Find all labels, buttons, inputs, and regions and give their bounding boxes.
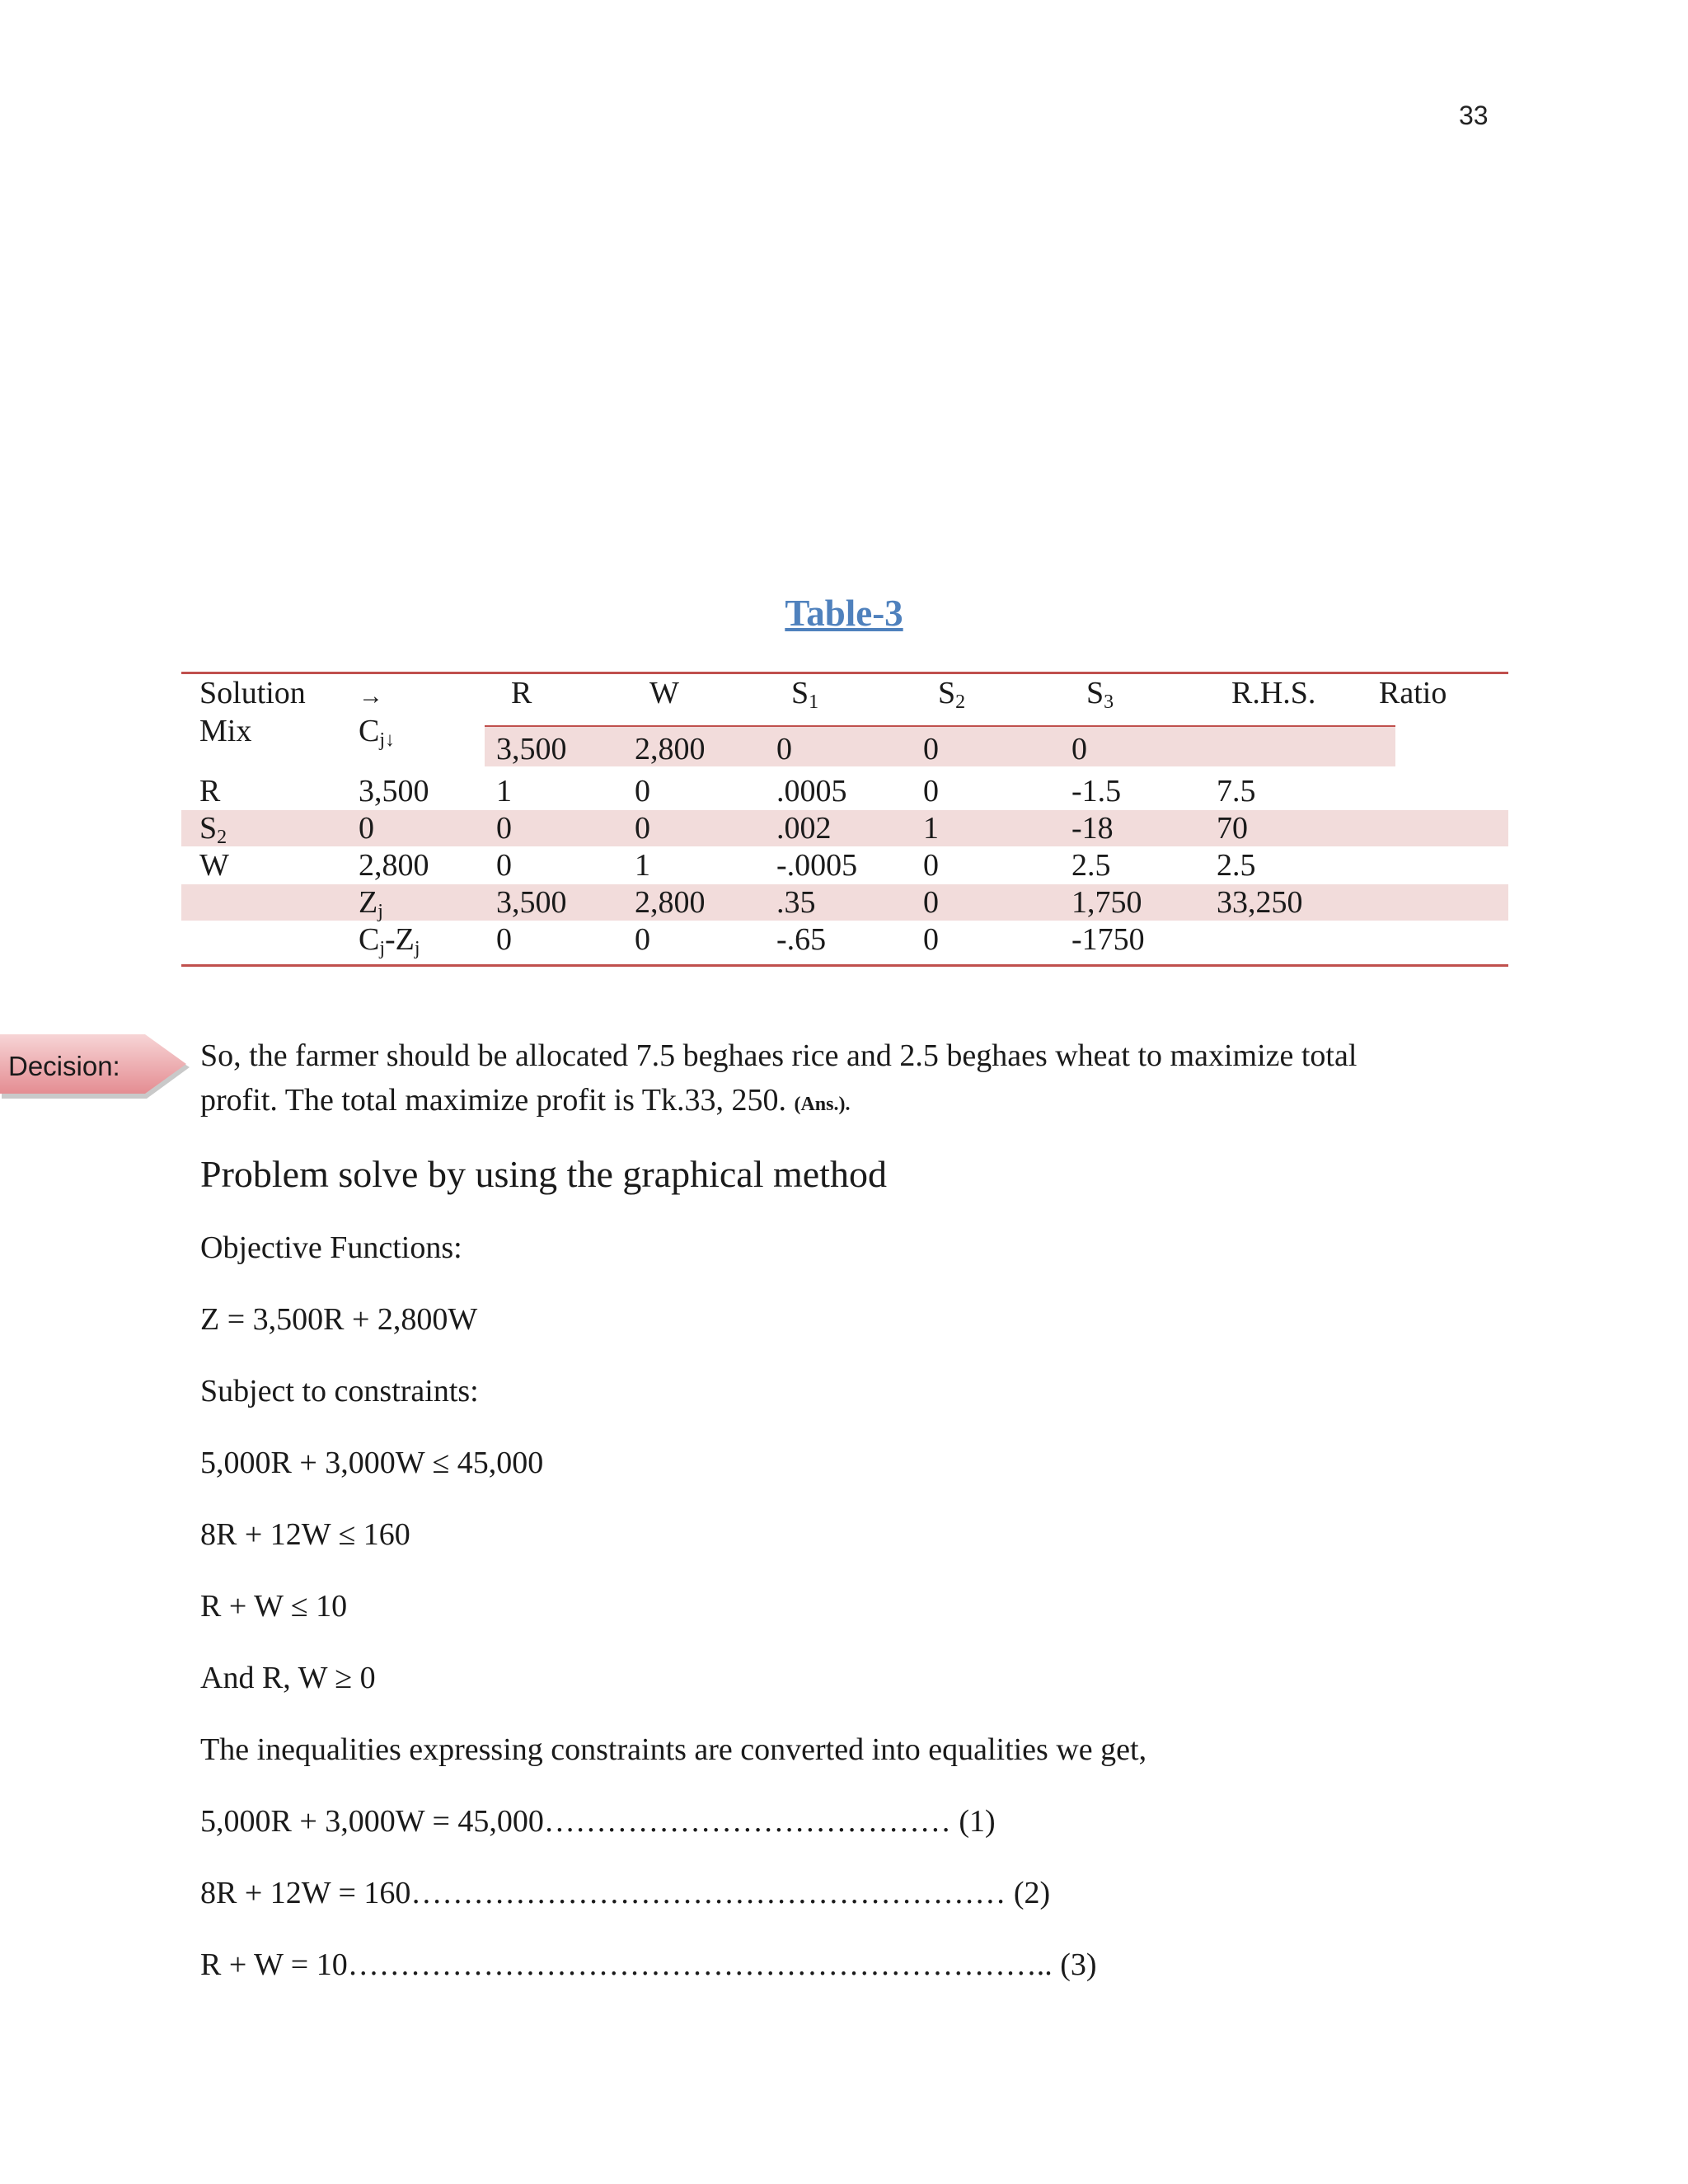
equality-2: 8R + 12W = 160………………………………………………… (2): [200, 1876, 1051, 1910]
row-3-col-1: 2,800: [635, 885, 706, 920]
column-header-w: W: [649, 676, 679, 710]
row-0-col-5: 7.5: [1217, 774, 1256, 808]
row-3-col-5: 33,250: [1217, 885, 1303, 920]
row-1-mix: $S_2$: [199, 811, 227, 848]
simplex-table: [181, 672, 1508, 967]
row-0-col-1: 0: [635, 774, 650, 808]
row-3-col-0: 3,500: [496, 885, 567, 920]
header-arrow: →: [359, 682, 383, 710]
row-2-col-2: -.0005: [776, 848, 858, 883]
row-1-col-0: 0: [496, 811, 512, 846]
row-1-col-4: -18: [1071, 811, 1114, 846]
row-1-col-2: .002: [776, 811, 832, 846]
row-2-mix: W: [199, 848, 229, 883]
table-title: [0, 592, 1688, 635]
row-1-col-1: 0: [635, 811, 650, 846]
column-header-r: R: [511, 676, 532, 710]
row-4-cj: $C_j-Z_j$: [359, 922, 420, 959]
equality-3: R + W = 10………………………………………………………….. (3): [200, 1947, 1097, 1982]
header-solution: Solution: [199, 676, 306, 710]
row-4-col-0: 0: [496, 922, 512, 957]
cj-value-0: 3,500: [496, 732, 567, 766]
row-0-cj: 3,500: [359, 774, 429, 808]
column-header-rhs: R.H.S.: [1231, 676, 1316, 710]
row-2-col-1: 1: [635, 848, 650, 883]
row-3-cj: $Z_j$: [359, 885, 383, 922]
cj-value-3: 0: [923, 732, 939, 766]
row-4-col-1: 0: [635, 922, 650, 957]
row-2-col-0: 0: [496, 848, 512, 883]
constraint-2: 8R + 12W ≤ 160: [200, 1517, 410, 1552]
constraints-label: Subject to constraints:: [200, 1374, 479, 1408]
column-header-s1: $S_1$: [791, 676, 819, 713]
constraint-1: 5,000R + 3,000W ≤ 45,000: [200, 1446, 544, 1480]
row-2-cj: 2,800: [359, 848, 429, 883]
table-top-rule: [181, 672, 1508, 674]
row-4-col-4: -1750: [1071, 922, 1145, 957]
row-0-col-3: 0: [923, 774, 939, 808]
ans-note: (Ans.).: [794, 1094, 851, 1115]
row-1-col-3: 1: [923, 811, 939, 846]
column-header-ratio: Ratio: [1379, 676, 1447, 710]
objective-equation: Z = 3,500R + 2,800W: [200, 1302, 478, 1337]
decision-line-1: So, the farmer should be allocated 7.5 beghaes rice and 2.5 beghaes wheat to maximize total: [200, 1038, 1357, 1073]
decision-tag: [0, 1033, 190, 1100]
decision-line-2: profit. The total maximize profit is Tk.33, 250. (Ans.).: [200, 1083, 851, 1118]
conversion-note: The inequalities expressing constraints are converted into equalities we get,: [200, 1732, 1147, 1767]
section-heading: Problem solve by using the graphical method: [200, 1153, 887, 1195]
row-0-col-0: 1: [496, 774, 512, 808]
row-1-col-5: 70: [1217, 811, 1248, 846]
row-4-col-2: -.65: [776, 922, 827, 957]
row-band-s2: [181, 810, 1508, 846]
page-number: 33: [1459, 101, 1489, 130]
cj-value-4: 0: [1071, 732, 1087, 766]
table-title-text: Table-3: [785, 593, 903, 634]
row-2-col-4: 2.5: [1071, 848, 1111, 883]
row-1-cj: 0: [359, 811, 374, 846]
row-3-col-3: 0: [923, 885, 939, 920]
table-bottom-rule: [181, 964, 1508, 967]
cj-values-rule: [485, 725, 1395, 727]
column-header-s2: $S_2$: [938, 676, 966, 713]
header-cj: $C_{j↓}$: [359, 714, 396, 751]
constraint-3: R + W ≤ 10: [200, 1589, 348, 1624]
row-3-col-4: 1,750: [1071, 885, 1142, 920]
objective-functions-label: Objective Functions:: [200, 1230, 462, 1265]
row-2-col-5: 2.5: [1217, 848, 1256, 883]
row-2-col-3: 0: [923, 848, 939, 883]
decision-label: Decision:: [8, 1051, 120, 1081]
non-negativity: And R, W ≥ 0: [200, 1661, 376, 1695]
row-0-mix: R: [199, 774, 221, 808]
cj-value-1: 2,800: [635, 732, 706, 766]
row-0-col-2: .0005: [776, 774, 847, 808]
column-header-s3: $S_3$: [1086, 676, 1114, 713]
row-3-col-2: .35: [776, 885, 816, 920]
equality-1: 5,000R + 3,000W = 45,000………………………………… (1): [200, 1804, 996, 1839]
cj-values-band: [485, 725, 1395, 766]
row-0-col-4: -1.5: [1071, 774, 1122, 808]
cj-value-2: 0: [776, 732, 792, 766]
row-4-col-3: 0: [923, 922, 939, 957]
header-mix: Mix: [199, 714, 252, 748]
